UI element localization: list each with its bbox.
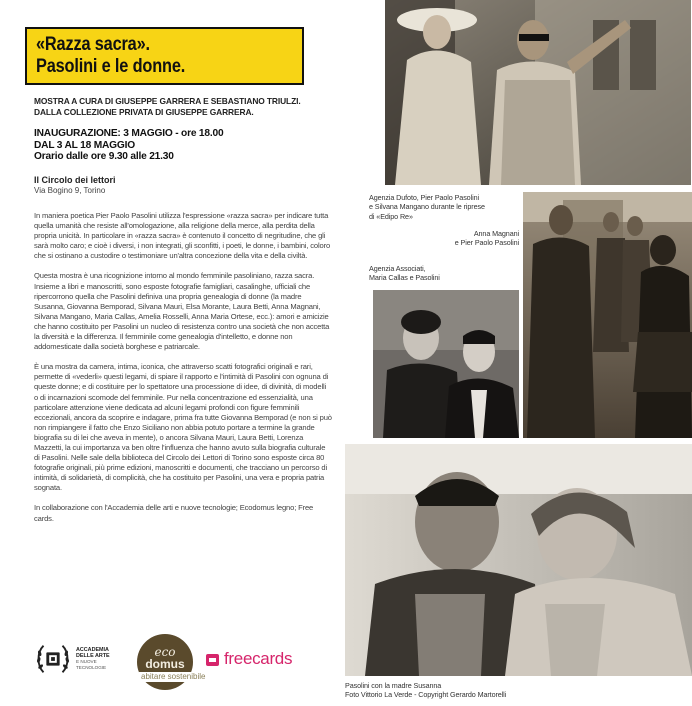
body-text [34, 211, 332, 534]
accademia-line: DELLE ARTE [76, 653, 110, 659]
caption-photo-2 [369, 229, 519, 248]
photo-pasolini-mother [345, 444, 692, 676]
curators-line-2: DALLA COLLEZIONE PRIVATA DI GIUSEPPE GARRERA. [34, 106, 254, 117]
curators-text [34, 96, 334, 117]
caption-line: e Silvana Mangano durante le riprese [369, 202, 485, 212]
opening-hours: Orario dalle ore 9.30 alle 21.30 [34, 151, 174, 163]
laurel-badge-icon [34, 640, 72, 678]
caption-photo-1 [369, 193, 519, 221]
accademia-logo [34, 638, 124, 678]
caption-line: Maria Callas e Pasolini [369, 273, 440, 283]
caption-line: Agenzia Associati, [369, 264, 426, 273]
freecards-wordmark: freecards [224, 649, 293, 668]
accademia-line: ACCADEMIA [76, 647, 109, 653]
caption-line: Pasolini con la madre Susanna [345, 681, 442, 690]
domus-word: domus [145, 657, 185, 671]
title-line-1: «Razza sacra». [36, 34, 150, 55]
venue-name: Il Circolo dei lettori [34, 174, 116, 185]
text-column [0, 0, 345, 706]
photo-column [345, 0, 692, 706]
caption-photo-3 [369, 264, 519, 283]
caption-line: Agenzia Dufoto, Pier Paolo Pasolini [369, 193, 479, 202]
photo-callas-pasolini [373, 290, 519, 438]
title-banner [25, 27, 304, 85]
eco-tagline: abitare sostenibile [139, 672, 209, 682]
paragraph: Questa mostra è una ricognizione intorno al mondo femminile pasoliniano, razza sacra. Insieme a libri e manoscritti, sono esposte fotografie famigliari, casalinghe, ufficiali che ripercorrono quella che Pasolini definiva una propria genealogia di donne (la madre Susanna, Giovanna Bemporad, Silvana Mauri, Elsa Morante, Laura Betti, Anna Magnani, Silvana Mangano, Maria Callas, Amelia Rosselli, Anna Maria Ortese, ecc.): amori e amicizie che hanno costituito per Pasolini un nucleo di resistenza contro una società che non accetta la diversità e la differenza. Il femminile come genealogia d'intelletto, e donne non addomesticate dalla società borghese e patriarcale. [34, 271, 330, 352]
caption-line: e Pier Paolo Pasolini [454, 238, 519, 248]
exhibition-dates: DAL 3 AL 18 MAGGIO [34, 139, 135, 151]
photo-magnani-pasolini [523, 192, 692, 438]
schedule [34, 128, 334, 163]
photo-image [385, 0, 691, 185]
accademia-line: TECNOLOGIE [76, 665, 107, 670]
venue-address: Via Bogino 9, Torino [34, 185, 106, 195]
paragraph: È una mostra da camera, intima, iconica, che attraverso scatti fotografici originali e rari, permette di «vederli» questi legami, di spiare il rapporto e l'intimità di Pasolini con ognuna di queste donne; e di costituire per lo spettatore una processione di idee, di divinità, di modelli o di incarnazioni scomode del femminile. Pur nella concentrazione ed essenzialità, una particolare attenzione viene dedicata ad alcuni legami profondi con figure femminili eccezionali, ancora da scoprire e indagare, prima fra tutte Giovanna Bemporad (e non si può non rimpiangere il fatto che Enzo Siciliano non abbia potuto portare a termine la grande biografia su di lei che aveva in mente), o ancora Silvana Mauri, Laura Betti, Lorenza Mazzetti, la cui importanza va ben oltre l'influenza che hanno avuto sulla biografia culturale di Pasolini. Nelle sale della biblioteca del Circolo dei Lettori di Torino sono esposte circa 80 fotografie originali, più prime edizioni, manoscritti e documenti, che tracciano un percorso di intimità, di solidarietà, di complicità, che ha costituito per Pasolini, una vera e propria patria sognata. [34, 362, 332, 493]
ecodomus-logo [137, 634, 206, 690]
freecards-mark-icon [206, 654, 219, 666]
accademia-line: E NUOVE [76, 659, 97, 664]
paragraph: In maniera poetica Pier Paolo Pasolini utilizza l'espressione «razza sacra» per indicare tutta quella umanità che resiste all'omologazione, alla religione della merce, alla perdita della propria unicità. In particolare in «razza sacra» è contenuto il concetto di negritudine, che gli sarà molto caro; e cioè i diversi, i non integrati, gli sconfitti, i poeti, le donne, i bambini, coloro che si ostinano a custodire o testimoniare un'altra concezione della vita e della civiltà. [34, 211, 331, 261]
title-line-2: Pasolini e le donne. [36, 56, 186, 77]
caption-photo-4 [345, 681, 685, 700]
sponsor-logos [34, 634, 334, 690]
photo-image [523, 192, 692, 438]
photo-image [345, 444, 692, 676]
caption-line: di «Edipo Re» [369, 211, 413, 221]
exhibition-header [34, 96, 334, 196]
curators-line-1: MOSTRA A CURA DI GIUSEPPE GARRERA E SEBASTIANO TRIULZI. [34, 96, 301, 106]
freecards-logo [206, 648, 326, 674]
paragraph: In collaborazione con l'Accademia delle arti e nuove tecnologie; Ecodomus legno; Free cards. [34, 503, 314, 523]
caption-line: Foto Vittorio La Verde - Copyright Gerardo Martorelli [345, 690, 507, 700]
caption-line: Anna Magnani [473, 229, 519, 238]
inauguration-date: INAUGURAZIONE: 3 MAGGIO - ore 18.00 [34, 128, 224, 139]
photo-pasolini-mangano [385, 0, 691, 185]
accademia-text [76, 647, 110, 671]
eco-word: eco [154, 645, 176, 659]
photo-image [373, 290, 519, 438]
